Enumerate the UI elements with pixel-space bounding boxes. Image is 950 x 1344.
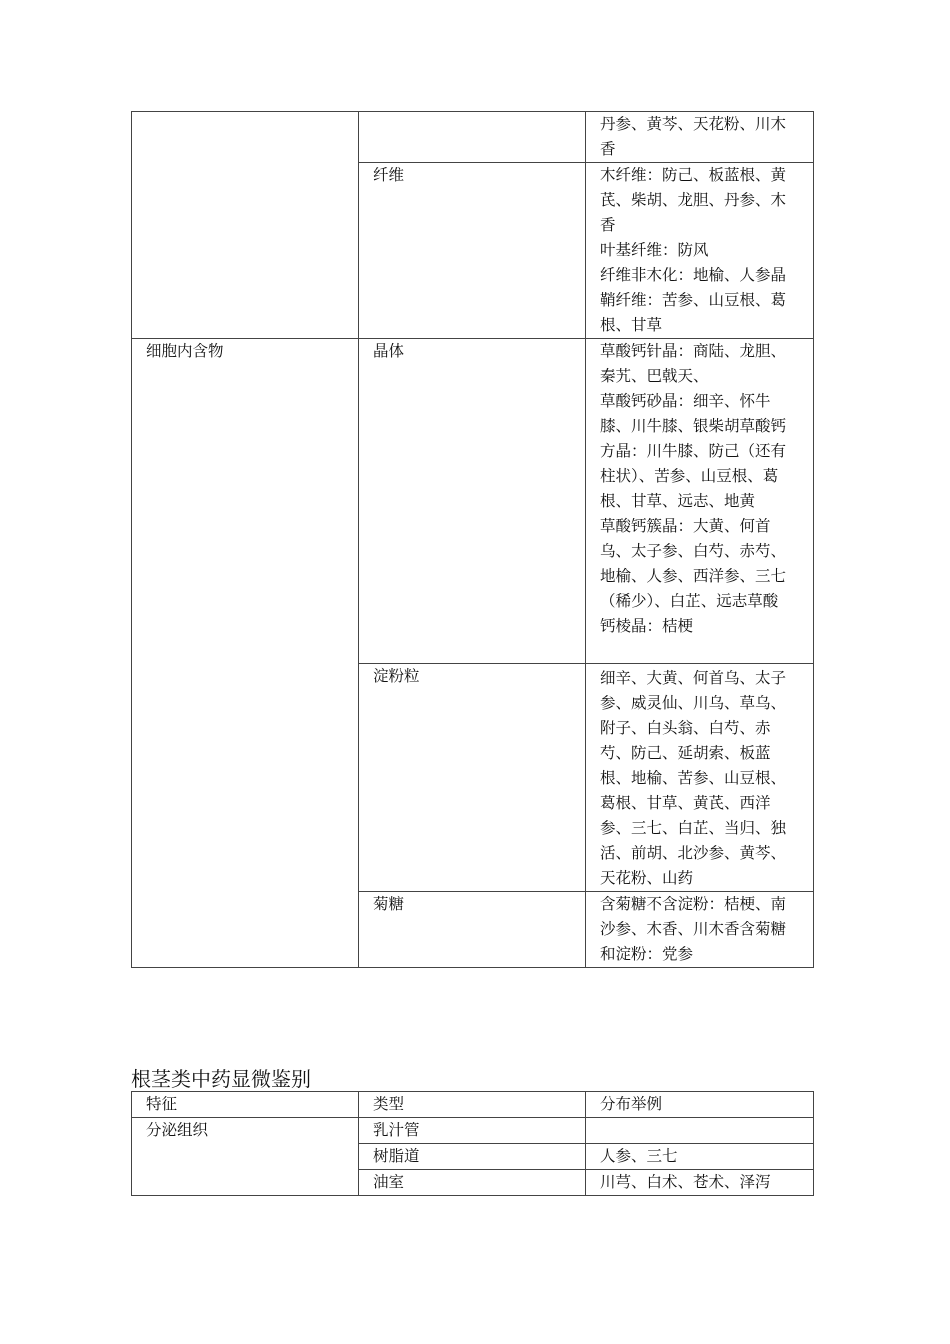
example-line: 方晶：川牛膝、防己（还有 [600,442,787,460]
type-cell: 菊糖 [359,892,586,968]
feature-cell: 分泌组织 [132,1118,359,1196]
example-line: 叶基纤维：防风 [600,241,709,259]
example-cell [586,892,814,968]
root-features-table [131,111,814,968]
example-line: 草酸钙簇晶：大黄、何首 [600,517,771,535]
example-line: 根、甘草 [600,316,663,334]
secretory-tissue-table [131,1091,814,1196]
table-header-row [132,1092,814,1118]
type-cell: 树脂道 [359,1144,586,1170]
type-cell: 油室 [359,1170,586,1196]
example-line: 香 [600,140,616,158]
example-line: 葛根、甘草、黄芪、西洋 [600,794,771,812]
feature-cell: 细胞内含物 [132,339,359,968]
example-cell: 川芎、白术、苍术、泽泻 [586,1170,814,1196]
example-line: 天花粉、山药 [600,869,694,887]
feature-cell [132,112,359,339]
example-line: 草酸钙砂晶：细辛、怀牛 [600,392,771,410]
column-header: 特征 [132,1092,359,1118]
example-line: （稀少）、白芷、远志草酸 [600,592,779,610]
example-line: 附子、白头翁、白芍、赤 [600,719,771,737]
example-line: 地榆、人参、西洋参、三七 [600,567,787,585]
example-cell [586,112,814,163]
type-cell: 纤维 [359,163,586,339]
example-line: 钙棱晶：桔梗 [600,617,694,635]
type-cell: 淀粉粒 [359,664,586,892]
example-cell: 人参、三七 [586,1144,814,1170]
example-cell [586,1118,814,1144]
type-cell: 乳汁管 [359,1118,586,1144]
example-line: 细辛、大黄、何首乌、太子 [600,669,787,687]
example-line: 沙参、木香、川木香含菊糖 [600,920,787,938]
example-line: 丹参、黄芩、天花粉、川木 [600,115,787,133]
example-line: 柱状）、苦参、山豆根、葛 [600,467,779,485]
table-row [132,112,814,163]
example-line: 乌、太子参、白芍、赤芍、 [600,542,787,560]
example-line: 木纤维：防己、板蓝根、黄 [600,166,787,184]
type-cell: 晶体 [359,339,586,664]
example-line: 活、前胡、北沙参、黄芩、 [600,844,787,862]
column-header: 类型 [359,1092,586,1118]
section-heading: 根茎类中药显微鉴别 [131,1067,311,1091]
example-cell [586,664,814,892]
example-line: 根、地榆、苦参、山豆根、 [600,769,787,787]
table-row [132,339,814,664]
column-header: 分布举例 [586,1092,814,1118]
example-line: 纤维非木化：地榆、人参晶 [600,266,787,284]
example-line: 芍、防己、延胡索、板蓝 [600,744,771,762]
example-line: 草酸钙针晶：商陆、龙胆、 [600,342,787,360]
table-row [132,1118,814,1144]
example-cell [586,339,814,664]
example-line: 和淀粉：党参 [600,945,694,963]
example-cell [586,163,814,339]
type-cell [359,112,586,163]
example-line: 根、甘草、远志、地黄 [600,492,756,510]
example-line: 参、威灵仙、川乌、草乌、 [600,694,787,712]
example-line: 香 [600,216,616,234]
example-line: 秦艽、巴戟天、 [600,367,709,385]
example-line: 鞘纤维：苦参、山豆根、葛 [600,291,787,309]
example-line: 芪、柴胡、龙胆、丹参、木 [600,191,787,209]
example-line: 膝、川牛膝、银柴胡草酸钙 [600,417,787,435]
example-line: 参、三七、白芷、当归、独 [600,819,787,837]
example-line: 含菊糖不含淀粉：桔梗、南 [600,895,787,913]
